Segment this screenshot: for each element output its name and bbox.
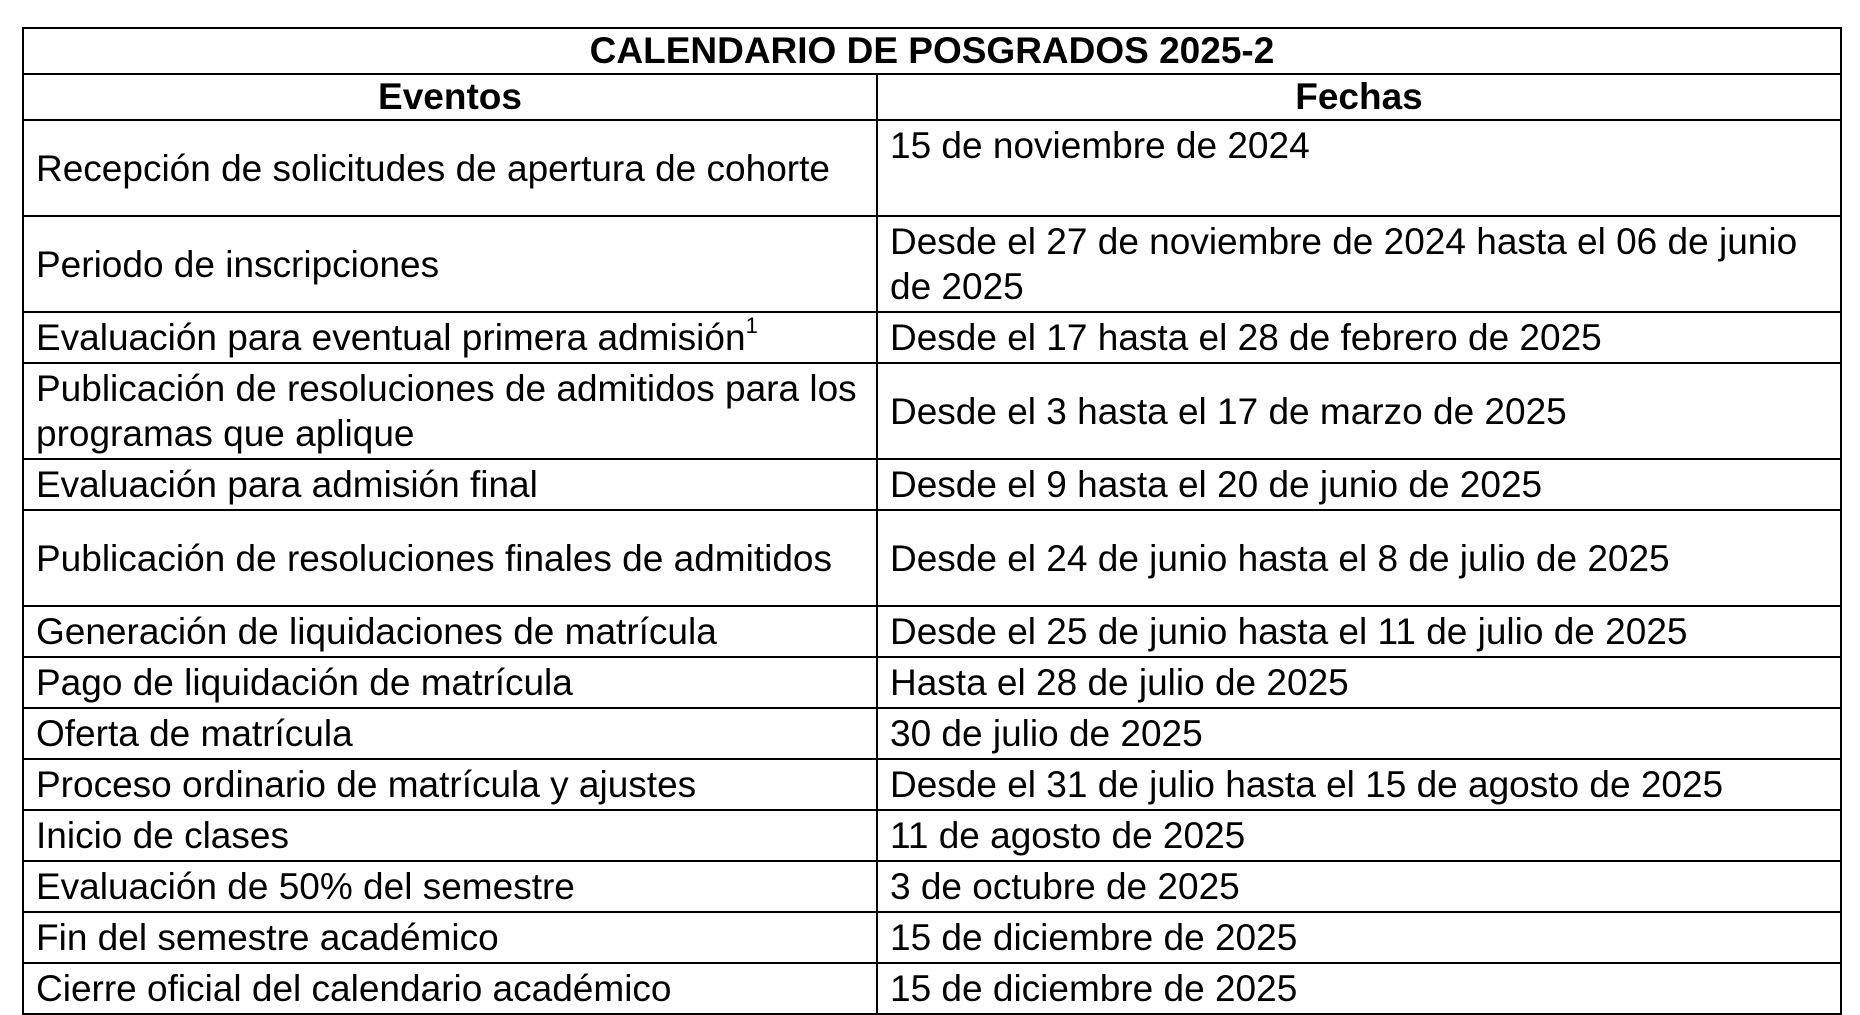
event-cell: Pago de liquidación de matrícula [23, 657, 877, 708]
event-cell: Generación de liquidaciones de matrícula [23, 606, 877, 657]
event-cell: Publicación de resoluciones de admitidos para los programas que aplique [23, 363, 877, 459]
date-cell: Desde el 25 de junio hasta el 11 de julio de 2025 [877, 606, 1841, 657]
event-cell [23, 312, 877, 363]
table-row [23, 759, 1841, 810]
event-cell: Recepción de solicitudes de apertura de cohorte [23, 120, 877, 216]
table-row [23, 963, 1841, 1014]
date-cell: 15 de noviembre de 2024 [877, 120, 1841, 216]
table-row [23, 810, 1841, 861]
table-row [23, 216, 1841, 312]
event-cell: Inicio de clases [23, 810, 877, 861]
event-cell: Evaluación para admisión final [23, 459, 877, 510]
footnote-marker: 1 [745, 312, 758, 338]
date-cell: Desde el 31 de julio hasta el 15 de agosto de 2025 [877, 759, 1841, 810]
event-cell: Evaluación de 50% del semestre [23, 861, 877, 912]
table-row [23, 510, 1841, 606]
event-cell: Cierre oficial del calendario académico [23, 963, 877, 1014]
event-cell: Oferta de matrícula [23, 708, 877, 759]
event-cell: Proceso ordinario de matrícula y ajustes [23, 759, 877, 810]
date-cell: 30 de julio de 2025 [877, 708, 1841, 759]
table-row [23, 657, 1841, 708]
date-cell: Hasta el 28 de julio de 2025 [877, 657, 1841, 708]
table-row [23, 120, 1841, 216]
table-title: CALENDARIO DE POSGRADOS 2025-2 [23, 28, 1841, 74]
title-row [23, 28, 1841, 74]
dates-column-header: Fechas [877, 74, 1841, 120]
event-cell: Publicación de resoluciones finales de admitidos [23, 510, 877, 606]
date-cell: 15 de diciembre de 2025 [877, 963, 1841, 1014]
event-text: Evaluación para eventual primera admisión [36, 317, 746, 358]
date-cell: Desde el 27 de noviembre de 2024 hasta el 06 de junio de 2025 [877, 216, 1841, 312]
table-row [23, 606, 1841, 657]
events-column-header: Eventos [23, 74, 877, 120]
date-cell: Desde el 17 hasta el 28 de febrero de 2025 [877, 312, 1841, 363]
event-cell: Fin del semestre académico [23, 912, 877, 963]
date-cell: 11 de agosto de 2025 [877, 810, 1841, 861]
date-cell: Desde el 9 hasta el 20 de junio de 2025 [877, 459, 1841, 510]
table-row [23, 312, 1841, 363]
date-cell: 15 de diciembre de 2025 [877, 912, 1841, 963]
table-row [23, 708, 1841, 759]
date-cell: Desde el 24 de junio hasta el 8 de julio de 2025 [877, 510, 1841, 606]
table-row [23, 363, 1841, 459]
table-row [23, 861, 1841, 912]
table-row [23, 459, 1841, 510]
date-cell: Desde el 3 hasta el 17 de marzo de 2025 [877, 363, 1841, 459]
date-cell: 3 de octubre de 2025 [877, 861, 1841, 912]
header-row [23, 74, 1841, 120]
event-cell: Periodo de inscripciones [23, 216, 877, 312]
table-row [23, 912, 1841, 963]
calendar-table [22, 27, 1842, 1015]
